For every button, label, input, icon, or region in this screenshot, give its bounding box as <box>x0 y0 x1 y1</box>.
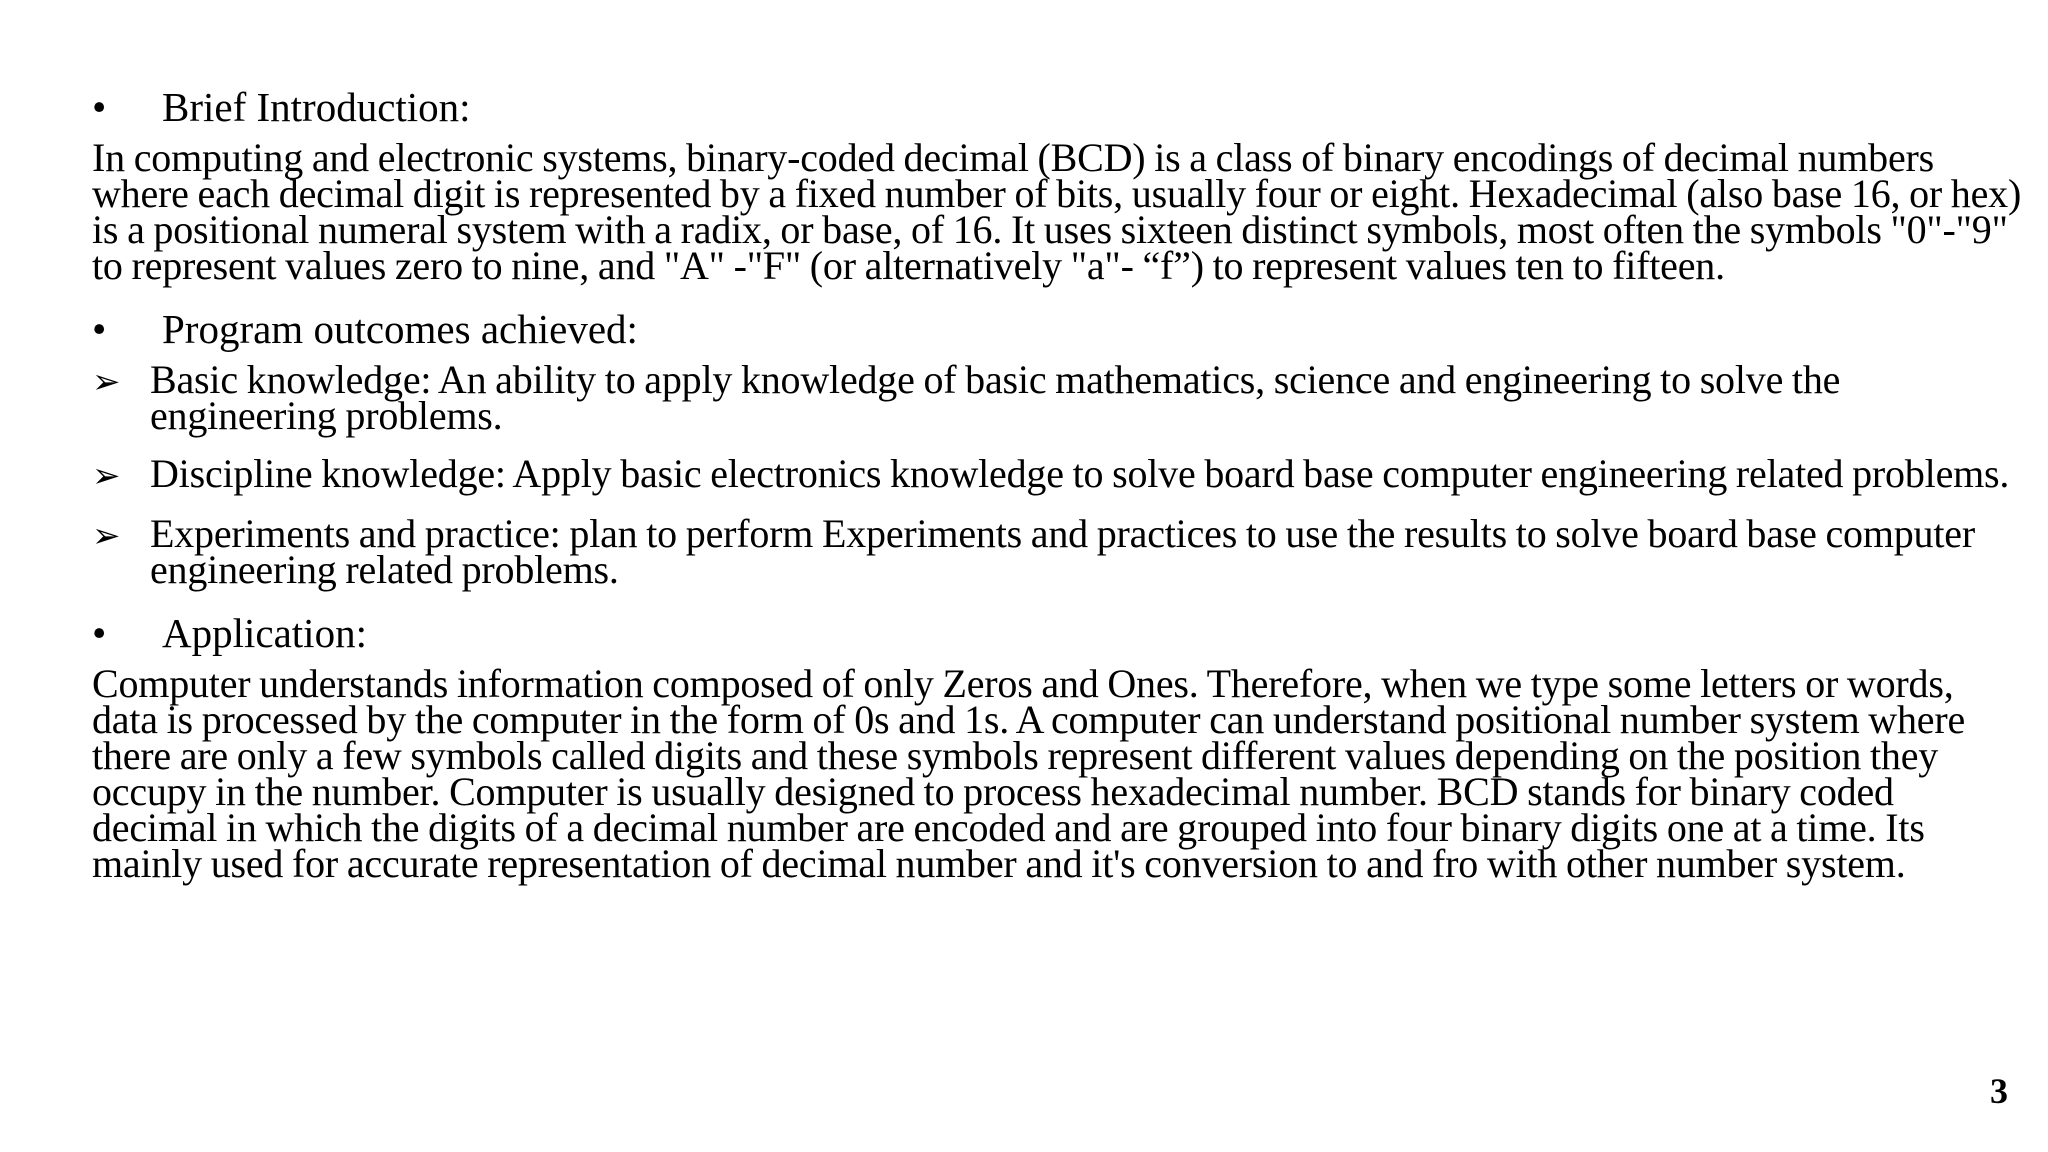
arrow-bullet-icon: ➢ <box>92 362 121 402</box>
outcome-item <box>92 451 2022 496</box>
arrow-bullet-icon: ➢ <box>92 516 121 556</box>
outcomes-heading-text: Program outcomes achieved: <box>162 306 638 352</box>
outcome-item <box>92 357 2022 438</box>
slide-content <box>92 84 2022 904</box>
bullet-icon: • <box>92 306 107 352</box>
bullet-icon: • <box>92 84 107 130</box>
outcome-text: Experiments and practice: plan to perform Experiments and practices to use the results to solve board base computer engineering related problems. <box>150 511 1975 592</box>
intro-heading-text: Brief Introduction: <box>162 84 471 130</box>
outcome-item <box>92 511 2022 592</box>
intro-heading <box>92 84 2022 130</box>
outcome-text: Basic knowledge: An ability to apply knowledge of basic mathematics, science and engineering to solve the engineering problems. <box>150 357 1841 438</box>
outcome-text: Discipline knowledge: Apply basic electronics knowledge to solve board base computer engineering related problems. <box>150 451 2010 496</box>
arrow-bullet-icon: ➢ <box>92 456 121 496</box>
outcomes-heading <box>92 306 2022 352</box>
bullet-icon: • <box>92 610 107 656</box>
intro-paragraph: In computing and electronic systems, binary-coded decimal (BCD) is a class of binary encodings of decimal numbers where each decimal digit is represented by a fixed number of bits, usually four or eight. Hexadecimal (also base 16, or hex) is a positional numeral system with a radix, or base, of 16. It uses sixteen distinct symbols, most often the symbols "0"-"9" to represent values zero to nine, and "A" -"F" (or alternatively "a"- “f”) to represent values ten to fifteen. <box>92 135 2022 288</box>
application-heading <box>92 610 2022 656</box>
application-paragraph: Computer understands information composed of only Zeros and Ones. Therefore, when we type some letters or words, data is processed by the computer in the form of 0s and 1s. A computer can understand positional number system where there are only a few symbols called digits and these symbols represent different values depending on the position they occupy in the number. Computer is usually designed to process hexadecimal number. BCD stands for binary coded decimal in which the digits of a decimal number are encoded and are grouped into four binary digits one at a time. Its mainly used for accurate representation of decimal number and it's conversion to and fro with other number system. <box>92 661 1966 886</box>
application-heading-text: Application: <box>162 610 367 656</box>
page-number: 3 <box>1990 1071 2008 1111</box>
